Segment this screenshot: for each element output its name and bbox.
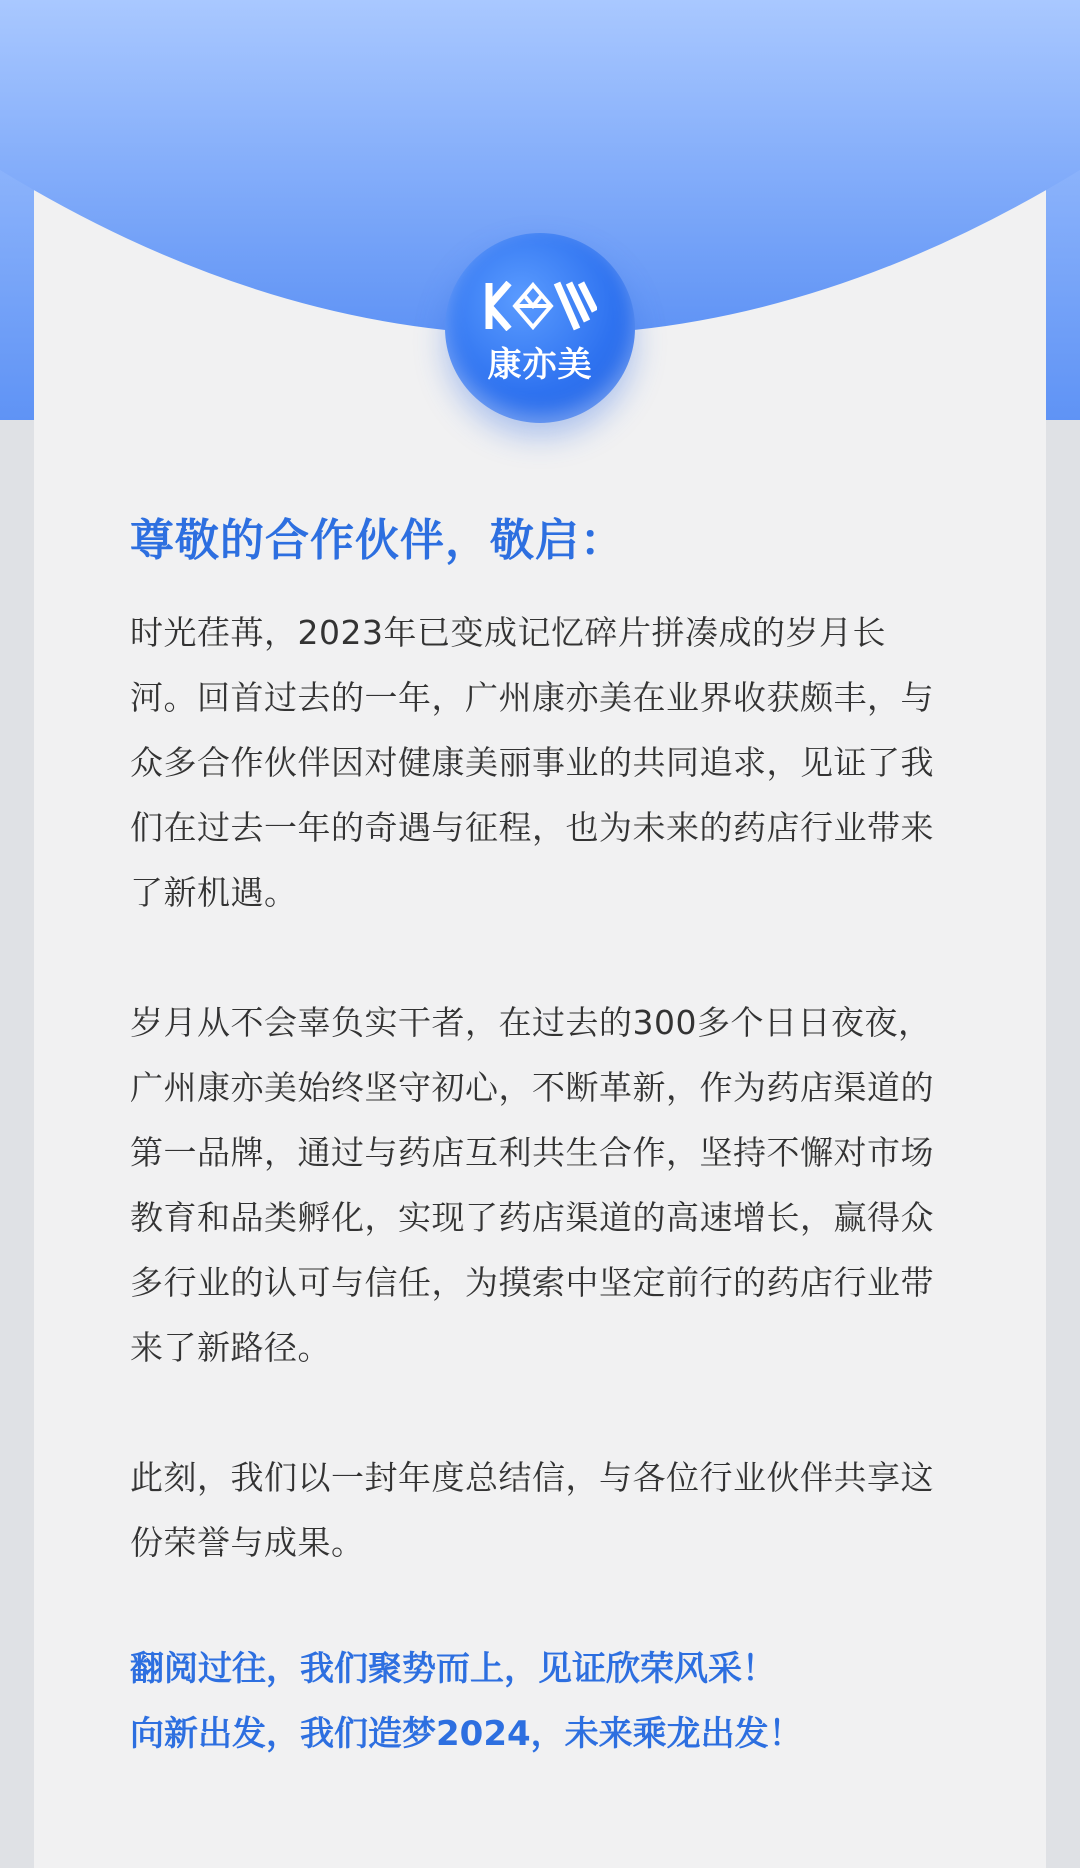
letter-paragraph-1: 时光荏苒，2023年已变成记忆碎片拼凑成的岁月长河。回首过去的一年，广州康亦美在业界收获颇丰，与众多合作伙伴因对健康美丽事业的共同追求，见证了我们在过去一年的奇遇与征程，也为未来的药店行业带来了新机遇。 (130, 613, 934, 912)
logo-text: 康亦美 (487, 345, 593, 385)
slogan-1: 翻阅过往，我们聚势而上，见证欣荣风采！ (130, 1649, 776, 1689)
letter-paragraph-3: 此刻，我们以一封年度总结信，与各位行业伙伴共享这份荣誉与成果。 (130, 1458, 934, 1562)
letter-greeting: 尊敬的合作伙伴，敬启： (130, 515, 625, 566)
letter-paragraph-2: 岁月从不会辜负实干者，在过去的300多个日日夜夜，广州康亦美始终坚守初心，不断革新，作为药店渠道的第一品牌，通过与药店互利共生合作，坚持不懈对市场教育和品类孵化，实现了药店渠道的高速增长，赢得众多行业的认可与信任，为摸索中坚定前行的药店行业带来了新路径。 (130, 1003, 934, 1367)
kym-diamond-logo-icon (483, 281, 597, 331)
slogan-2: 向新出发，我们造梦2024，未来乘龙出发！ (130, 1714, 803, 1754)
brand-logo (445, 233, 635, 423)
